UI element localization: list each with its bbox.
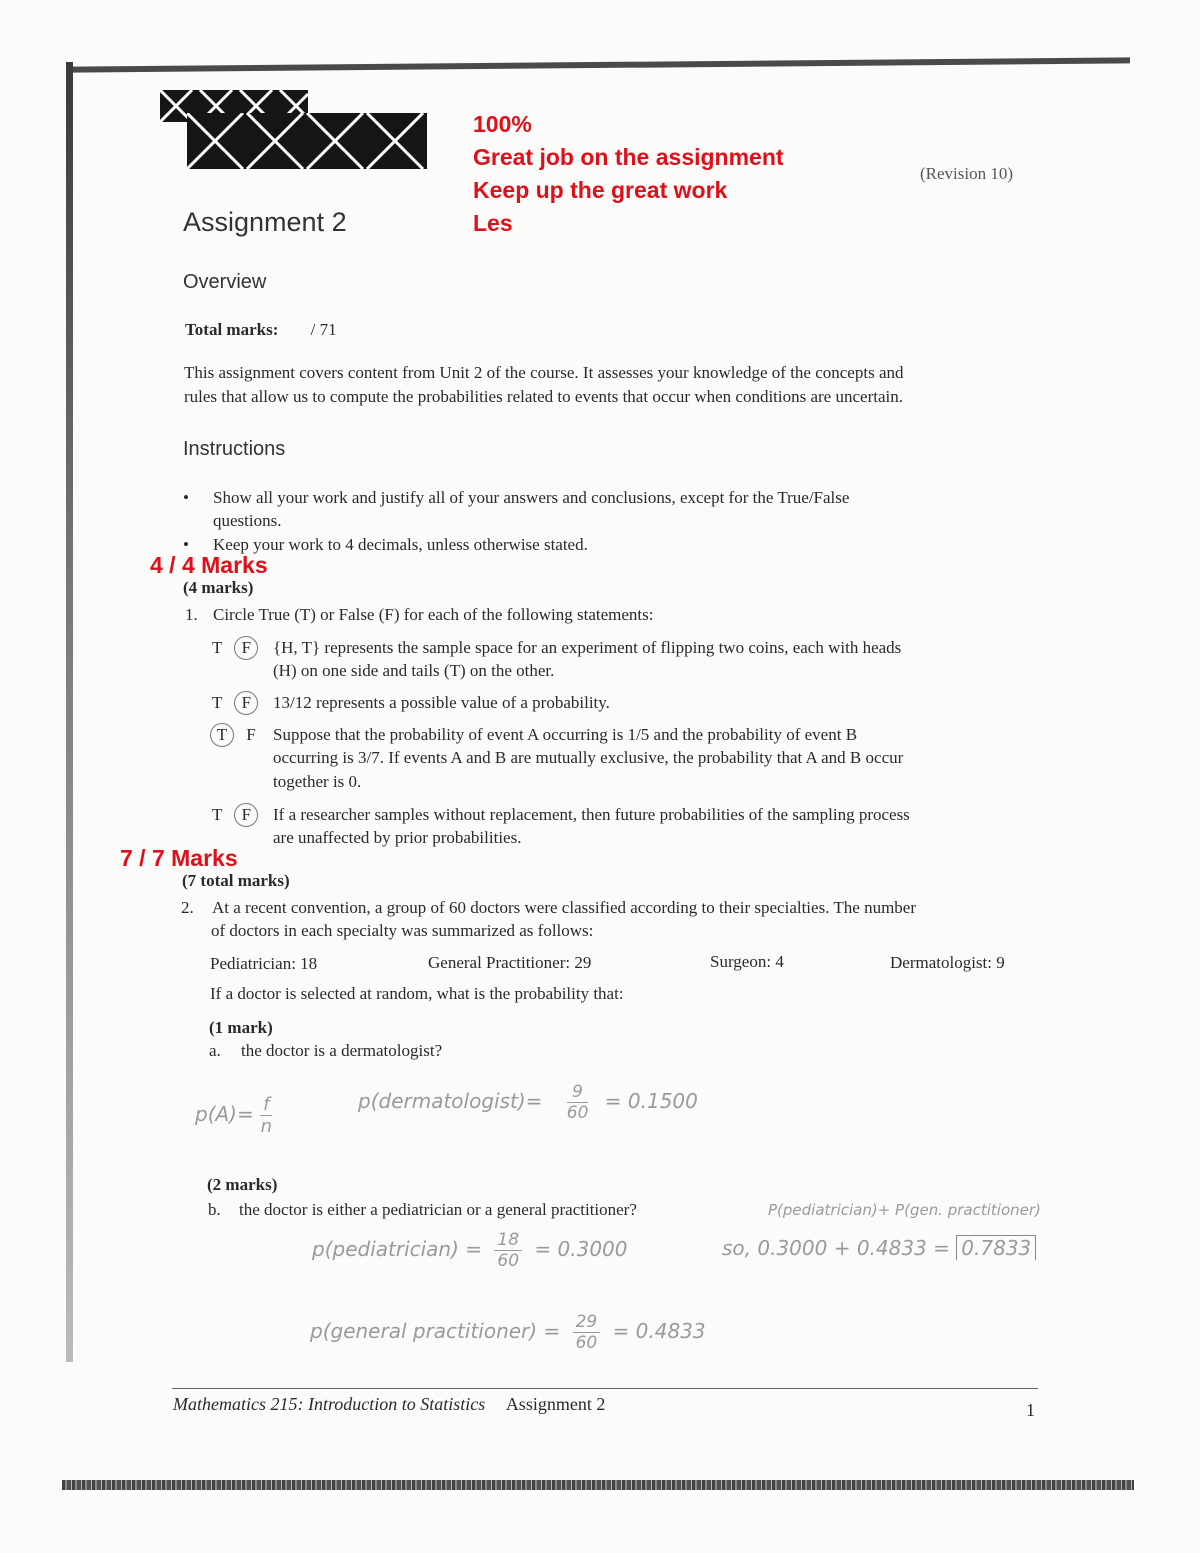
feedback-line-1: Great job on the assignment	[473, 144, 784, 170]
specialty-general-practitioner	[428, 951, 591, 975]
revision-label: (Revision 10)	[920, 164, 1014, 183]
q2a-label: a.	[209, 1041, 221, 1060]
handwritten-sum	[722, 1236, 1036, 1260]
instruction-2: Keep your work to 4 decimals, unless otherwise stated.	[213, 535, 588, 554]
work-denominator: 60	[566, 1103, 589, 1123]
specialty-count: 4	[775, 952, 784, 971]
q1-statement-1-options	[212, 636, 258, 660]
q2b-text: the doctor is either a pediatrician or a general practitioner?	[239, 1200, 637, 1219]
formula-left: p(A)=	[195, 1102, 254, 1126]
q1-statement-4-line-1: If a researcher samples without replacement, then future probabilities of the sampling process	[273, 805, 910, 824]
q2-prompt-line-2: of doctors in each specialty was summarized as follows:	[211, 921, 594, 940]
work-numerator: 29	[573, 1312, 601, 1333]
footer-assignment: Assignment 2	[505, 1394, 606, 1414]
work-label: p(dermatologist)=	[358, 1089, 543, 1113]
q1-statement-4-options	[212, 803, 258, 827]
total-marks-value: / 71	[310, 320, 337, 339]
handwritten-dermatologist-work	[358, 1082, 698, 1123]
redaction-block	[187, 113, 427, 169]
page-number: 1	[1026, 1400, 1035, 1420]
q2-question: If a doctor is selected at random, what is the probability that:	[210, 984, 624, 1003]
option-true[interactable]: T	[212, 693, 223, 712]
specialty-dermatologist	[890, 951, 1005, 975]
q2b-label: b.	[208, 1200, 221, 1219]
q1-marks: (4 marks)	[183, 578, 254, 597]
option-false[interactable]: F	[246, 725, 256, 744]
scan-edge-left	[66, 62, 73, 1362]
work-denominator: 60	[497, 1251, 520, 1271]
option-false-circled[interactable]: F	[234, 803, 258, 827]
instruction-1-line-2: questions.	[213, 511, 282, 530]
q1-statement-2-options	[212, 691, 258, 715]
specialty-label: Surgeon:	[710, 952, 772, 971]
overview-description-1: This assignment covers content from Unit 2 of the course. It assesses your knowledge of the concepts and	[184, 363, 904, 382]
specialty-count: 9	[996, 953, 1005, 972]
overview-heading: Overview	[183, 271, 267, 293]
work-result: = 0.1500	[604, 1089, 698, 1113]
work-result: = 0.4833	[612, 1319, 706, 1343]
overview-description-2: rules that allow us to compute the probabilities related to events that occur when conditions are uncertain.	[184, 387, 903, 406]
q1-statement-3-line-1: Suppose that the probability of event A occurring is 1/5 and the probability of event B	[273, 725, 858, 744]
option-true[interactable]: T	[212, 805, 223, 824]
feedback-line-2: Keep up the great work	[473, 177, 728, 203]
q1-score: 4 / 4 Marks	[150, 552, 268, 578]
handwritten-note: P(pediatrician)+ P(gen. practitioner)	[768, 1201, 1041, 1219]
q1-prompt: Circle True (T) or False (F) for each of the following statements:	[213, 605, 654, 624]
handwritten-formula	[195, 1094, 272, 1137]
q1-number: 1.	[185, 605, 198, 624]
specialty-count: 18	[300, 954, 318, 973]
q1-statement-3-line-2: occurring is 3/7. If events A and B are mutually exclusive, the probability that A and B occur	[273, 748, 904, 767]
specialty-pediatrician	[210, 952, 317, 976]
work-numerator: 18	[494, 1230, 522, 1251]
handwritten-pediatrician-work	[312, 1230, 628, 1271]
handwritten-gp-work	[310, 1312, 706, 1353]
feedback-signature: Les	[473, 210, 513, 236]
work-numerator: 9	[567, 1082, 589, 1103]
q2a-text: the doctor is a dermatologist?	[241, 1041, 443, 1060]
work-result: = 0.3000	[534, 1237, 628, 1261]
formula-numerator: f	[260, 1094, 272, 1116]
work-denominator: 60	[575, 1333, 598, 1353]
q1-statement-1-line-1: {H, T} represents the sample space for an experiment of flipping two coins, each with heads	[273, 638, 902, 657]
specialty-label: Pediatrician:	[210, 954, 296, 973]
q2-number: 2.	[181, 898, 194, 917]
option-true[interactable]: T	[212, 638, 223, 657]
specialty-surgeon	[710, 950, 784, 974]
scan-edge-top	[70, 57, 1130, 72]
total-marks-label: Total marks:	[185, 320, 279, 339]
feedback-score: 100%	[473, 111, 532, 137]
q1-statement-3-line-3: together is 0.	[273, 772, 362, 791]
q2-prompt-line-1: At a recent convention, a group of 60 doctors were classified according to their specialties. The number	[212, 898, 916, 917]
q1-statement-4-line-2: are unaffected by prior probabilities.	[273, 828, 522, 847]
instruction-1-line-1: Show all your work and justify all of your answers and conclusions, except for the True/False	[213, 488, 850, 507]
specialty-label: Dermatologist:	[890, 953, 992, 972]
instructions-heading: Instructions	[183, 438, 286, 460]
option-true-circled[interactable]: T	[210, 723, 234, 747]
specialty-count: 29	[574, 953, 592, 972]
q1-statement-3-options	[212, 723, 256, 747]
sum-text: so, 0.3000 + 0.4833 =	[722, 1236, 950, 1260]
q2-marks: (7 total marks)	[182, 871, 290, 890]
bullet-icon: •	[183, 488, 189, 507]
footer-divider	[172, 1388, 1038, 1389]
specialty-label: General Practitioner:	[428, 953, 571, 972]
boxed-answer: 0.7833	[956, 1235, 1036, 1260]
formula-denominator: n	[260, 1116, 272, 1137]
work-label: p(pediatrician) =	[312, 1237, 483, 1261]
q1-statement-2-line-1: 13/12 represents a possible value of a probability.	[273, 693, 610, 712]
q2-score: 7 / 7 Marks	[120, 845, 238, 871]
scan-edge-bottom	[62, 1480, 1134, 1490]
bullet-icon: •	[183, 535, 189, 554]
q2b-marks: (2 marks)	[207, 1175, 278, 1194]
option-false-circled[interactable]: F	[234, 691, 258, 715]
work-label: p(general practitioner) =	[310, 1319, 561, 1343]
q1-statement-1-line-2: (H) on one side and tails (T) on the other.	[273, 661, 555, 680]
q2a-marks: (1 mark)	[209, 1018, 273, 1037]
page-title: Assignment 2	[183, 207, 347, 237]
option-false-circled[interactable]: F	[234, 636, 258, 660]
footer-course: Mathematics 215: Introduction to Statistics	[173, 1394, 486, 1414]
